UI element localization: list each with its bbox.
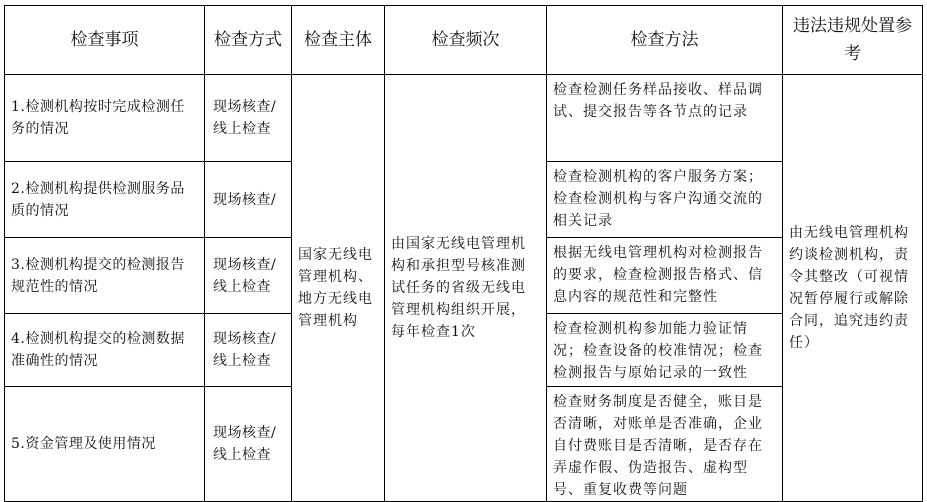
row-method: 检查检测任务样品接收、样品调试、提交报告等各节点的记录 (547, 75, 783, 162)
row-item: 2.检测机构提供检测服务品质的情况 (5, 162, 205, 238)
table-row (5, 75, 923, 162)
row-item: 4.检测机构提交的检测数据准确性的情况 (5, 314, 205, 387)
row-mode: 现场核查/线上检查 (205, 314, 292, 387)
header-row (5, 6, 923, 75)
subject-cell: 国家无线电管理机构、地方无线电管理机构 (292, 75, 385, 502)
header-mode: 检查方式 (205, 6, 292, 75)
inspection-table (4, 5, 923, 502)
row-method: 检查检测机构的客户服务方案；检查检测机构与客户沟通交流的相关记录 (547, 162, 783, 238)
row-mode: 现场核查/线上检查 (205, 238, 292, 314)
header-item: 检查事项 (5, 6, 205, 75)
row-mode: 现场核查/线上检查 (205, 387, 292, 502)
header-penalty: 违法违规处置参考 (783, 6, 923, 75)
header-frequency: 检查频次 (385, 6, 547, 75)
row-item: 1.检测机构按时完成检测任务的情况 (5, 75, 205, 162)
header-subject: 检查主体 (292, 6, 385, 75)
frequency-cell: 由国家无线电管理机构和承担型号核准测试任务的省级无线电管理机构组织开展，每年检查1次 (385, 75, 547, 502)
row-item: 3.检测机构提交的检测报告规范性的情况 (5, 238, 205, 314)
row-method: 检查检测机构参加能力验证情况；检查设备的校准情况；检查检测报告与原始记录的一致性 (547, 314, 783, 387)
row-item: 5.资金管理及使用情况 (5, 387, 205, 502)
row-mode: 现场核查/线上检查 (205, 75, 292, 162)
header-method: 检查方法 (547, 6, 783, 75)
row-method: 根据无线电管理机构对检测报告的要求，检查检测报告格式、信息内容的规范性和完整性 (547, 238, 783, 314)
row-mode: 现场核查/ (205, 162, 292, 238)
penalty-cell: 由无线电管理机构约谈检测机构，责令其整改（可视情况暂停履行或解除合同，追究违约责任） (783, 75, 923, 502)
row-method: 检查财务制度是否健全，账目是否清晰，对账单是否准确，企业自付费账目是否清晰，是否存在弄虚作假、伪造报告、虚构型号、重复收费等问题 (547, 387, 783, 502)
